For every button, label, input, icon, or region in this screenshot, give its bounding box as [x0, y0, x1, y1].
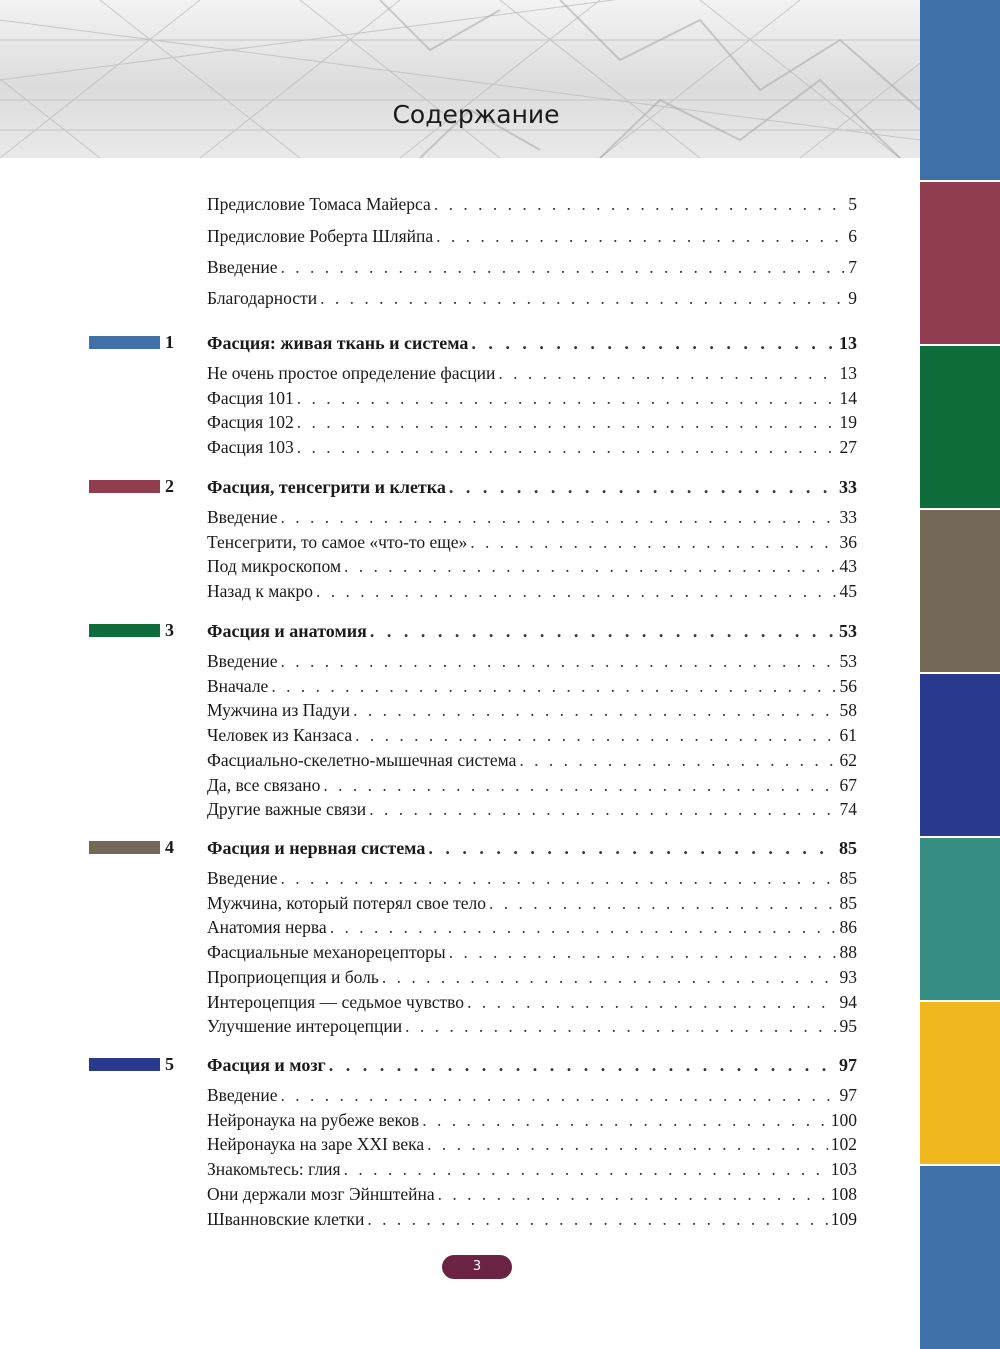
entry-page: 97 — [839, 1055, 857, 1075]
entry-title: Да, все связано — [207, 774, 321, 795]
entry-title: Шванновские клетки — [207, 1208, 365, 1229]
side-tab-4 — [920, 510, 1000, 672]
side-tab-7 — [920, 1002, 1000, 1164]
dot-leader — [367, 1208, 827, 1230]
dot-leader — [519, 749, 836, 771]
toc-section-entry[interactable] — [207, 798, 857, 820]
dot-leader — [434, 193, 845, 215]
entry-title: Фасция и нервная система — [207, 838, 426, 858]
entry-page: 74 — [839, 799, 857, 820]
dot-leader — [467, 991, 836, 1013]
entry-page: 85 — [839, 838, 857, 858]
entry-title: Вначале — [207, 675, 269, 696]
entry-page: 109 — [830, 1208, 857, 1229]
dot-leader — [470, 531, 836, 553]
dot-leader — [344, 1158, 828, 1180]
dot-leader — [297, 411, 837, 433]
dot-leader — [329, 1054, 836, 1076]
entry-title: Проприоцепция и боль — [207, 966, 379, 987]
chapter-color-bar — [89, 1058, 160, 1071]
toc-intro-entry[interactable] — [207, 256, 857, 278]
dot-leader — [355, 724, 836, 746]
dot-leader — [281, 867, 837, 889]
entry-page: 97 — [839, 1085, 857, 1105]
entry-page: 27 — [839, 437, 857, 458]
entry-title: Улучшение интероцепции — [207, 1016, 403, 1037]
entry-title: Тенсегрити, то самое «что-то еще» — [207, 531, 468, 552]
dot-leader — [471, 332, 836, 354]
toc-intro-entry[interactable] — [207, 287, 857, 309]
chapter-number: 1 — [165, 332, 174, 352]
toc-section-entry[interactable] — [207, 867, 857, 889]
dot-leader — [316, 580, 837, 602]
entry-title: Фасциально-скелетно-мышечная система — [207, 749, 517, 770]
toc-chapter-entry[interactable] — [207, 476, 857, 498]
toc-section-entry[interactable] — [207, 580, 857, 602]
toc-intro-entry[interactable] — [207, 193, 857, 215]
dot-leader — [405, 1015, 836, 1037]
entry-title: Введение — [207, 257, 278, 277]
toc-chapter-entry[interactable] — [207, 620, 857, 642]
entry-page: 43 — [839, 556, 857, 577]
entry-title: Человек из Канзаса — [207, 725, 353, 746]
chapter-number: 4 — [165, 837, 174, 857]
side-tab-2 — [920, 182, 1000, 344]
side-tab-1 — [920, 0, 1000, 180]
dot-leader — [498, 362, 836, 384]
toc-section-entry[interactable] — [207, 699, 857, 721]
toc-section-entry[interactable] — [207, 675, 857, 697]
side-tab-6 — [920, 838, 1000, 1000]
entry-title: Фасция и мозг — [207, 1055, 326, 1075]
entry-title: Интероцепция — седьмое чувство — [207, 991, 465, 1012]
dot-leader — [281, 506, 837, 528]
entry-title: Знакомьтесь: глия — [207, 1159, 341, 1180]
side-tab-8 — [920, 1166, 1000, 1349]
toc-section-entry[interactable] — [207, 506, 857, 528]
dot-leader — [320, 287, 845, 309]
header-banner — [0, 0, 920, 158]
entry-title: Фасция и анатомия — [207, 621, 367, 641]
entry-page: 7 — [848, 257, 857, 277]
toc-chapter-entry[interactable] — [207, 837, 857, 859]
entry-page: 85 — [839, 892, 857, 913]
toc-section-entry[interactable] — [207, 774, 857, 796]
dot-leader — [281, 1084, 837, 1106]
entry-page: 85 — [839, 868, 857, 888]
toc-section-entry[interactable] — [207, 1208, 857, 1230]
entry-page: 33 — [839, 477, 857, 497]
entry-page: 6 — [848, 226, 857, 246]
entry-page: 67 — [839, 774, 857, 795]
dot-leader — [438, 1183, 828, 1205]
toc-section-entry[interactable] — [207, 1084, 857, 1106]
entry-page: 61 — [839, 725, 857, 746]
entry-title: Введение — [207, 868, 278, 888]
entry-page: 88 — [839, 942, 857, 963]
entry-title: Другие важные связи — [207, 799, 367, 820]
side-tab-3 — [920, 346, 1000, 508]
entry-title: Нейронаука на заре XXI века — [207, 1134, 425, 1155]
toc-section-entry[interactable] — [207, 1158, 857, 1180]
entry-title: Введение — [207, 507, 278, 527]
toc-section-entry[interactable] — [207, 531, 857, 553]
entry-page: 56 — [839, 675, 857, 696]
entry-page: 86 — [839, 917, 857, 938]
entry-page: 53 — [839, 651, 857, 671]
chapter-color-bar — [89, 841, 160, 854]
dot-leader — [382, 966, 837, 988]
dot-leader — [330, 916, 837, 938]
entry-page: 13 — [839, 333, 857, 353]
entry-page: 5 — [848, 194, 857, 214]
toc-section-entry[interactable] — [207, 1183, 857, 1205]
toc-chapter-entry[interactable] — [207, 1054, 857, 1076]
entry-title: Мужчина из Падуи — [207, 700, 351, 721]
entry-title: Назад к макро — [207, 581, 313, 602]
entry-title: Фасция 103 — [207, 437, 294, 458]
entry-page: 103 — [830, 1159, 857, 1180]
entry-page: 62 — [839, 749, 857, 770]
entry-page: 93 — [839, 966, 857, 987]
toc-intro-entry[interactable] — [207, 225, 857, 247]
entry-title: Фасциальные механорецепторы — [207, 942, 446, 963]
toc-section-entry[interactable] — [207, 941, 857, 963]
dot-leader — [281, 256, 846, 278]
entry-page: 9 — [848, 288, 857, 308]
toc-section-entry[interactable] — [207, 892, 857, 914]
entry-title: Анатомия нерва — [207, 917, 327, 938]
dot-leader — [370, 620, 836, 642]
dot-leader — [369, 798, 836, 820]
toc-chapter-entry[interactable] — [207, 332, 857, 354]
entry-page: 102 — [830, 1134, 857, 1155]
toc-section-entry[interactable] — [207, 650, 857, 672]
dot-leader — [271, 675, 836, 697]
toc-section-entry[interactable] — [207, 411, 857, 433]
toc-section-entry[interactable] — [207, 749, 857, 771]
side-tab-5 — [920, 674, 1000, 836]
entry-page: 94 — [839, 991, 857, 1012]
entry-title: Не очень простое определение фасции — [207, 363, 496, 383]
toc-section-entry[interactable] — [207, 436, 857, 458]
page-number-badge: 3 — [442, 1255, 512, 1279]
page-title: Содержание — [392, 100, 560, 129]
side-color-tabs — [920, 0, 1000, 1349]
chapter-color-bar — [89, 624, 160, 637]
entry-title: Благодарности — [207, 288, 318, 308]
dot-leader — [353, 699, 836, 721]
entry-page: 100 — [830, 1109, 857, 1130]
dot-leader — [428, 837, 836, 859]
dot-leader — [489, 892, 836, 914]
dot-leader — [323, 774, 836, 796]
dot-leader — [449, 476, 836, 498]
entry-page: 14 — [839, 387, 857, 408]
entry-page: 58 — [839, 700, 857, 721]
dot-leader — [297, 387, 837, 409]
geometric-pattern — [0, 0, 920, 158]
entry-title: Мужчина, который потерял свое тело — [207, 892, 487, 913]
entry-title: Нейронаука на рубеже веков — [207, 1109, 420, 1130]
entry-title: Фасция, тенсегрити и клетка — [207, 477, 446, 497]
toc-section-entry[interactable] — [207, 555, 857, 577]
chapter-number: 2 — [165, 476, 174, 496]
entry-page: 13 — [839, 363, 857, 383]
entry-title: Предисловие Роберта Шляйпа — [207, 226, 434, 246]
dot-leader — [281, 650, 837, 672]
entry-title: Они держали мозг Эйнштейна — [207, 1183, 435, 1204]
entry-page: 95 — [839, 1016, 857, 1037]
entry-page: 19 — [839, 412, 857, 433]
dot-leader — [427, 1133, 828, 1155]
entry-title: Введение — [207, 651, 278, 671]
toc-section-entry[interactable] — [207, 966, 857, 988]
toc-section-entry[interactable] — [207, 724, 857, 746]
dot-leader — [449, 941, 837, 963]
dot-leader — [344, 555, 836, 577]
entry-page: 33 — [839, 507, 857, 527]
entry-title: Предисловие Томаса Майерса — [207, 194, 431, 214]
entry-title: Фасция 102 — [207, 412, 294, 433]
toc-section-entry[interactable] — [207, 1015, 857, 1037]
toc-section-entry[interactable] — [207, 991, 857, 1013]
entry-page: 53 — [839, 621, 857, 641]
entry-page: 36 — [839, 531, 857, 552]
toc-section-entry[interactable] — [207, 1133, 857, 1155]
toc-section-entry[interactable] — [207, 362, 857, 384]
entry-title: Под микроскопом — [207, 556, 342, 577]
dot-leader — [436, 225, 845, 247]
toc-section-entry[interactable] — [207, 387, 857, 409]
toc-section-entry[interactable] — [207, 916, 857, 938]
dot-leader — [297, 436, 837, 458]
chapter-color-bar — [89, 480, 160, 493]
chapter-number: 5 — [165, 1054, 174, 1074]
entry-title: Фасция: живая ткань и система — [207, 333, 469, 353]
entry-title: Введение — [207, 1085, 278, 1105]
chapter-color-bar — [89, 336, 160, 349]
entry-page: 108 — [830, 1183, 857, 1204]
chapter-number: 3 — [165, 620, 174, 640]
entry-title: Фасция 101 — [207, 387, 294, 408]
dot-leader — [422, 1109, 828, 1131]
toc-section-entry[interactable] — [207, 1109, 857, 1131]
entry-page: 45 — [839, 581, 857, 602]
